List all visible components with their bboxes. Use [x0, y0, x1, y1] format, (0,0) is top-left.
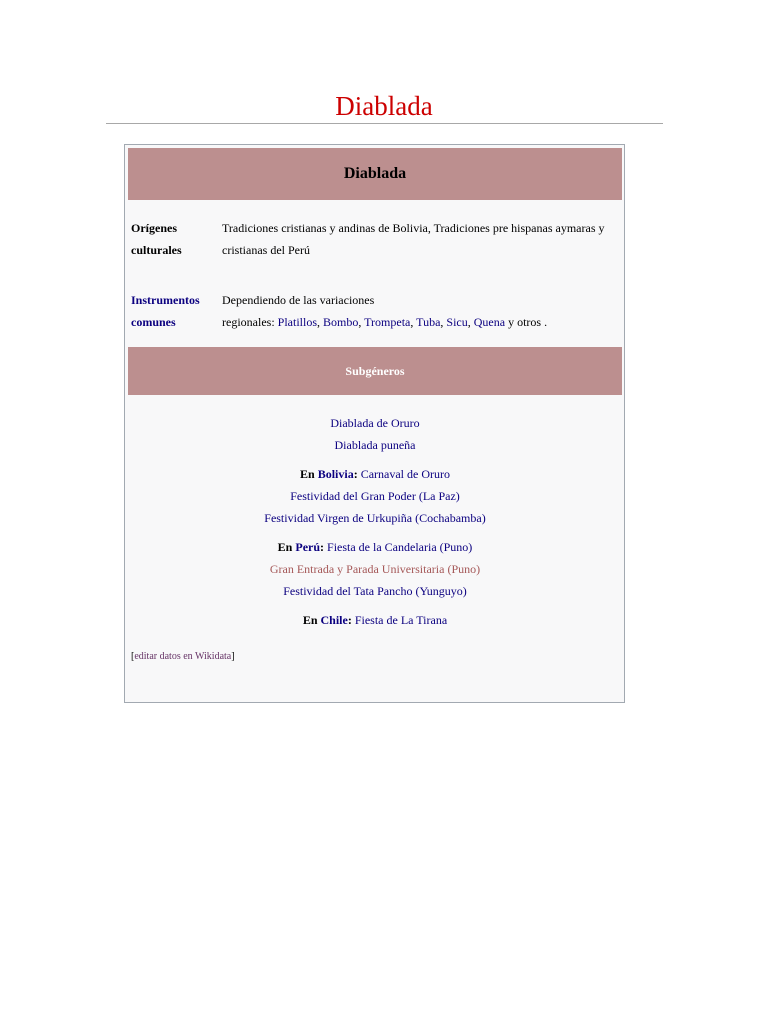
peru-country-link[interactable]: Perú [295, 540, 321, 554]
peru-link-tata-pancho[interactable]: Festividad del Tata Pancho (Yunguyo) [283, 584, 467, 598]
subgenres-bolivia [128, 463, 622, 529]
instruments-intro-line2: regionales: [222, 315, 278, 329]
peru-prefix: En [277, 540, 296, 554]
bolivia-link-carnaval-oruro[interactable]: Carnaval de Oruro [360, 467, 450, 481]
instruments-label[interactable] [131, 289, 211, 333]
chile-link-la-tirana[interactable]: Fiesta de La Tirana [354, 613, 448, 627]
chile-colon: : [347, 613, 352, 627]
bolivia-link-gran-poder[interactable]: Festividad del Gran Poder (La Paz) [290, 489, 460, 503]
bolivia-colon: : [353, 467, 358, 481]
instruments-label-text[interactable]: Instrumentos comunes [131, 293, 200, 329]
infobox [124, 144, 625, 703]
bolivia-link-urkupina[interactable]: Festividad Virgen de Urkupiña (Cochabamba) [264, 511, 486, 525]
peru-link-gran-entrada[interactable]: Gran Entrada y Parada Universitaria (Puno) [269, 562, 481, 576]
origins-row [131, 217, 621, 261]
origins-value-line2: cristianas del Perú [222, 243, 310, 257]
title-divider [106, 123, 663, 124]
instrument-sep: , [440, 315, 447, 329]
instrument-link-trompeta[interactable]: Trompeta [364, 315, 411, 329]
subgenres-peru [128, 536, 622, 602]
instrument-link-platillos[interactable]: Platillos [277, 315, 317, 329]
subgenre-link-diablada-punena[interactable]: Diablada puneña [334, 438, 416, 452]
page-title: Diablada [335, 91, 433, 121]
wikidata-edit [131, 650, 235, 664]
instrument-link-bombo[interactable]: Bombo [323, 315, 359, 329]
peru-link-candelaria[interactable]: Fiesta de la Candelaria (Puno) [327, 540, 473, 554]
instrument-link-sicu[interactable]: Sicu [446, 315, 468, 329]
subgenres-header: Subgéneros [128, 347, 622, 395]
subgenre-link-diablada-oruro[interactable]: Diablada de Oruro [330, 416, 420, 430]
peru-colon: : [320, 540, 325, 554]
bolivia-line [128, 463, 622, 485]
chile-prefix: En [302, 613, 321, 627]
instrument-sep: , [410, 315, 417, 329]
wikidata-bracket-close: ] [231, 651, 235, 662]
instrument-link-tuba[interactable]: Tuba [416, 315, 441, 329]
chile-country-link[interactable]: Chile [320, 613, 348, 627]
subgenres-main-list [128, 412, 622, 456]
origins-value-line1: Tradiciones cristianas y andinas de Bolivia, Tradiciones pre hispanas aymaras y [222, 221, 605, 235]
instrument-sep: , [317, 315, 323, 329]
origins-label [131, 217, 211, 261]
instruments-line2 [222, 311, 617, 333]
infobox-header: Diablada [128, 148, 622, 200]
origins-value [222, 217, 617, 261]
instruments-value [222, 289, 617, 333]
subgenres-chile [128, 609, 622, 631]
instrument-sep: , [467, 315, 474, 329]
chile-line [128, 609, 622, 631]
bolivia-country-link[interactable]: Bolivia [317, 467, 354, 481]
instruments-intro-line1: Dependiendo de las variaciones [222, 293, 375, 307]
peru-line [128, 536, 622, 558]
wikidata-bracket-open: [ [131, 651, 135, 662]
instrument-link-quena[interactable]: Quena [473, 315, 506, 329]
bolivia-prefix: En [300, 467, 318, 481]
instruments-tail: y otros . [505, 315, 548, 329]
instruments-row [131, 289, 621, 333]
wikidata-edit-link[interactable]: editar datos en Wikidata [134, 651, 232, 662]
origins-label-text: Orígenes culturales [131, 221, 182, 257]
instrument-sep: , [358, 315, 365, 329]
